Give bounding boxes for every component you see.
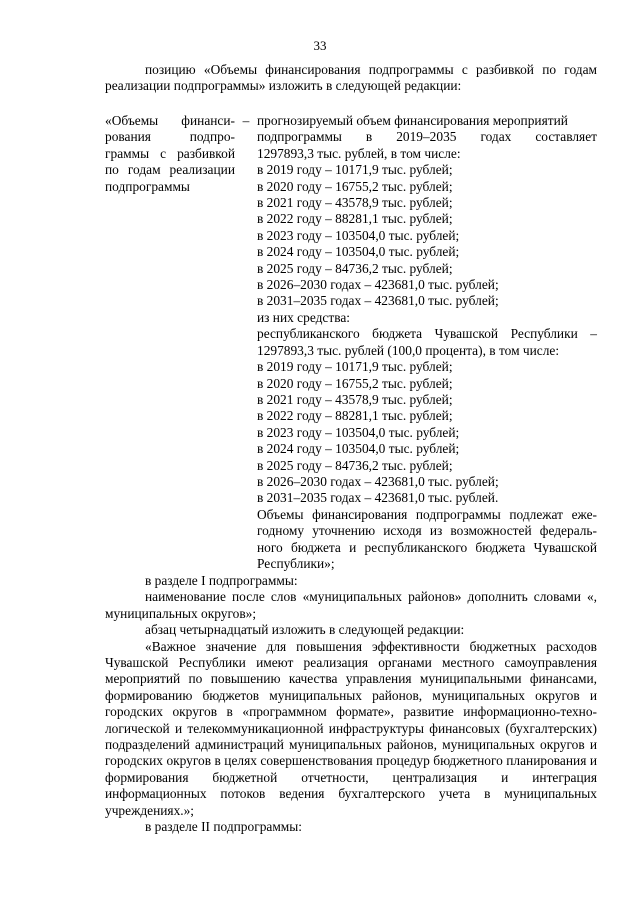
passport-value-line: в 2019 году – 10171,9 тыс. рублей;: [257, 359, 453, 375]
passport-value-line: в 2023 году – 103504,0 тыс. рублей;: [257, 227, 460, 243]
quote-paragraph: «Важное значение для повышения эффективности бюджетных расходов Чувашской Республики имеют реализация органами местного самоуправления мероприятий по повышению качества управления муниципальными финансами, формированию бюджетов муниципальных районов, муниципальных округов и городских округов в «программном формате», развитие информационно-технологической и телекоммуникационной инфраструктуры финансовых (бухгалтерских) подразделений администраций муниципальных районов, муниципальных округов и городских округов в целях совершенствования процедур бюджетного планирования и формирования бюджетной отчетности, централизация и интеграция информационных потоков ведения бухгалтерского учета в муниципальных учреждениях.»;: [105, 638, 597, 818]
passport-label: [105, 113, 235, 572]
passport-value-line: республиканского бюджета Чувашской Республики –: [257, 326, 597, 342]
passport-value-line: в 2021 году – 43578,9 тыс. рублей;: [257, 391, 453, 407]
amendments-section: [105, 573, 597, 836]
passport-value-line: в 2022 году – 88281,1 тыс. рублей;: [257, 408, 453, 424]
section-one-heading: в разделе I подпрограммы:: [145, 573, 298, 588]
abzac-paragraph: абзац четырнадцатый изложить в следующей редакции:: [145, 622, 465, 638]
passport-value-line: 1297893,3 тыс. рублей, в том числе:: [257, 145, 461, 161]
passport-value-line: в 2020 году – 16755,2 тыс. рублей;: [257, 375, 453, 391]
intro-text: позицию «Объемы финансирования подпрограммы с разбивкой по годам реализации подпрограммы» изложить в следующей редакции:: [105, 62, 597, 94]
passport-value-line: Объемы финансирования подпрограммы подлежат еже-: [257, 506, 597, 522]
passport-value-line: в 2025 году – 84736,2 тыс. рублей;: [257, 457, 453, 473]
passport-value-line: годному уточнению исходя из возможностей федераль-: [257, 523, 597, 539]
passport-value-line: в 2026–2030 годах – 423681,0 тыс. рублей;: [257, 473, 499, 489]
passport-value: [257, 113, 597, 572]
page-number: 33: [313, 38, 327, 53]
naming-paragraph: наименование после слов «муниципальных районов» дополнить словами «, муниципальных округов»;: [105, 589, 597, 621]
passport-value-line: в 2024 году – 103504,0 тыс. рублей;: [257, 244, 460, 260]
passport-table: [105, 113, 597, 572]
passport-value-line: в 2031–2035 годах – 423681,0 тыс. рублей;: [257, 293, 499, 309]
section-two-heading: в разделе II подпрограммы:: [145, 819, 302, 835]
passport-value-line: 1297893,3 тыс. рублей (100,0 процента), в том числе:: [257, 342, 560, 358]
passport-value-line: в 2025 году – 84736,2 тыс. рублей;: [257, 260, 453, 276]
passport-value-line: в 2024 году – 103504,0 тыс. рублей;: [257, 441, 460, 457]
passport-label-line: рования подпро-: [105, 129, 235, 145]
passport-value-line: в 2019 году – 10171,9 тыс. рублей;: [257, 162, 453, 178]
passport-label-line: граммы с разбивкой: [105, 145, 235, 161]
passport-value-line: Республики»;: [257, 555, 335, 571]
passport-value-line: в 2022 году – 88281,1 тыс. рублей;: [257, 211, 453, 227]
passport-value-line: в 2020 году – 16755,2 тыс. рублей;: [257, 178, 453, 194]
passport-value-line: ного бюджета и республиканского бюджета Чувашской: [257, 539, 597, 555]
passport-label-line: по годам реализации: [105, 162, 235, 178]
intro-paragraph: [105, 62, 597, 95]
passport-dash: –: [242, 113, 250, 128]
passport-value-line: в 2023 году – 103504,0 тыс. рублей;: [257, 424, 460, 440]
passport-label-line: «Объемы финанси-: [105, 113, 235, 128]
passport-value-line: прогнозируемый объем финансирования мероприятий: [257, 113, 568, 128]
passport-value-line: из них средства:: [257, 309, 351, 325]
passport-value-line: подпрограммы в 2019–2035 годах составляет: [257, 129, 597, 145]
passport-value-line: в 2031–2035 годах – 423681,0 тыс. рублей.: [257, 490, 499, 506]
passport-value-line: в 2026–2030 годах – 423681,0 тыс. рублей;: [257, 277, 499, 293]
passport-value-line: в 2021 году – 43578,9 тыс. рублей;: [257, 195, 453, 211]
passport-label-line: подпрограммы: [105, 178, 190, 194]
